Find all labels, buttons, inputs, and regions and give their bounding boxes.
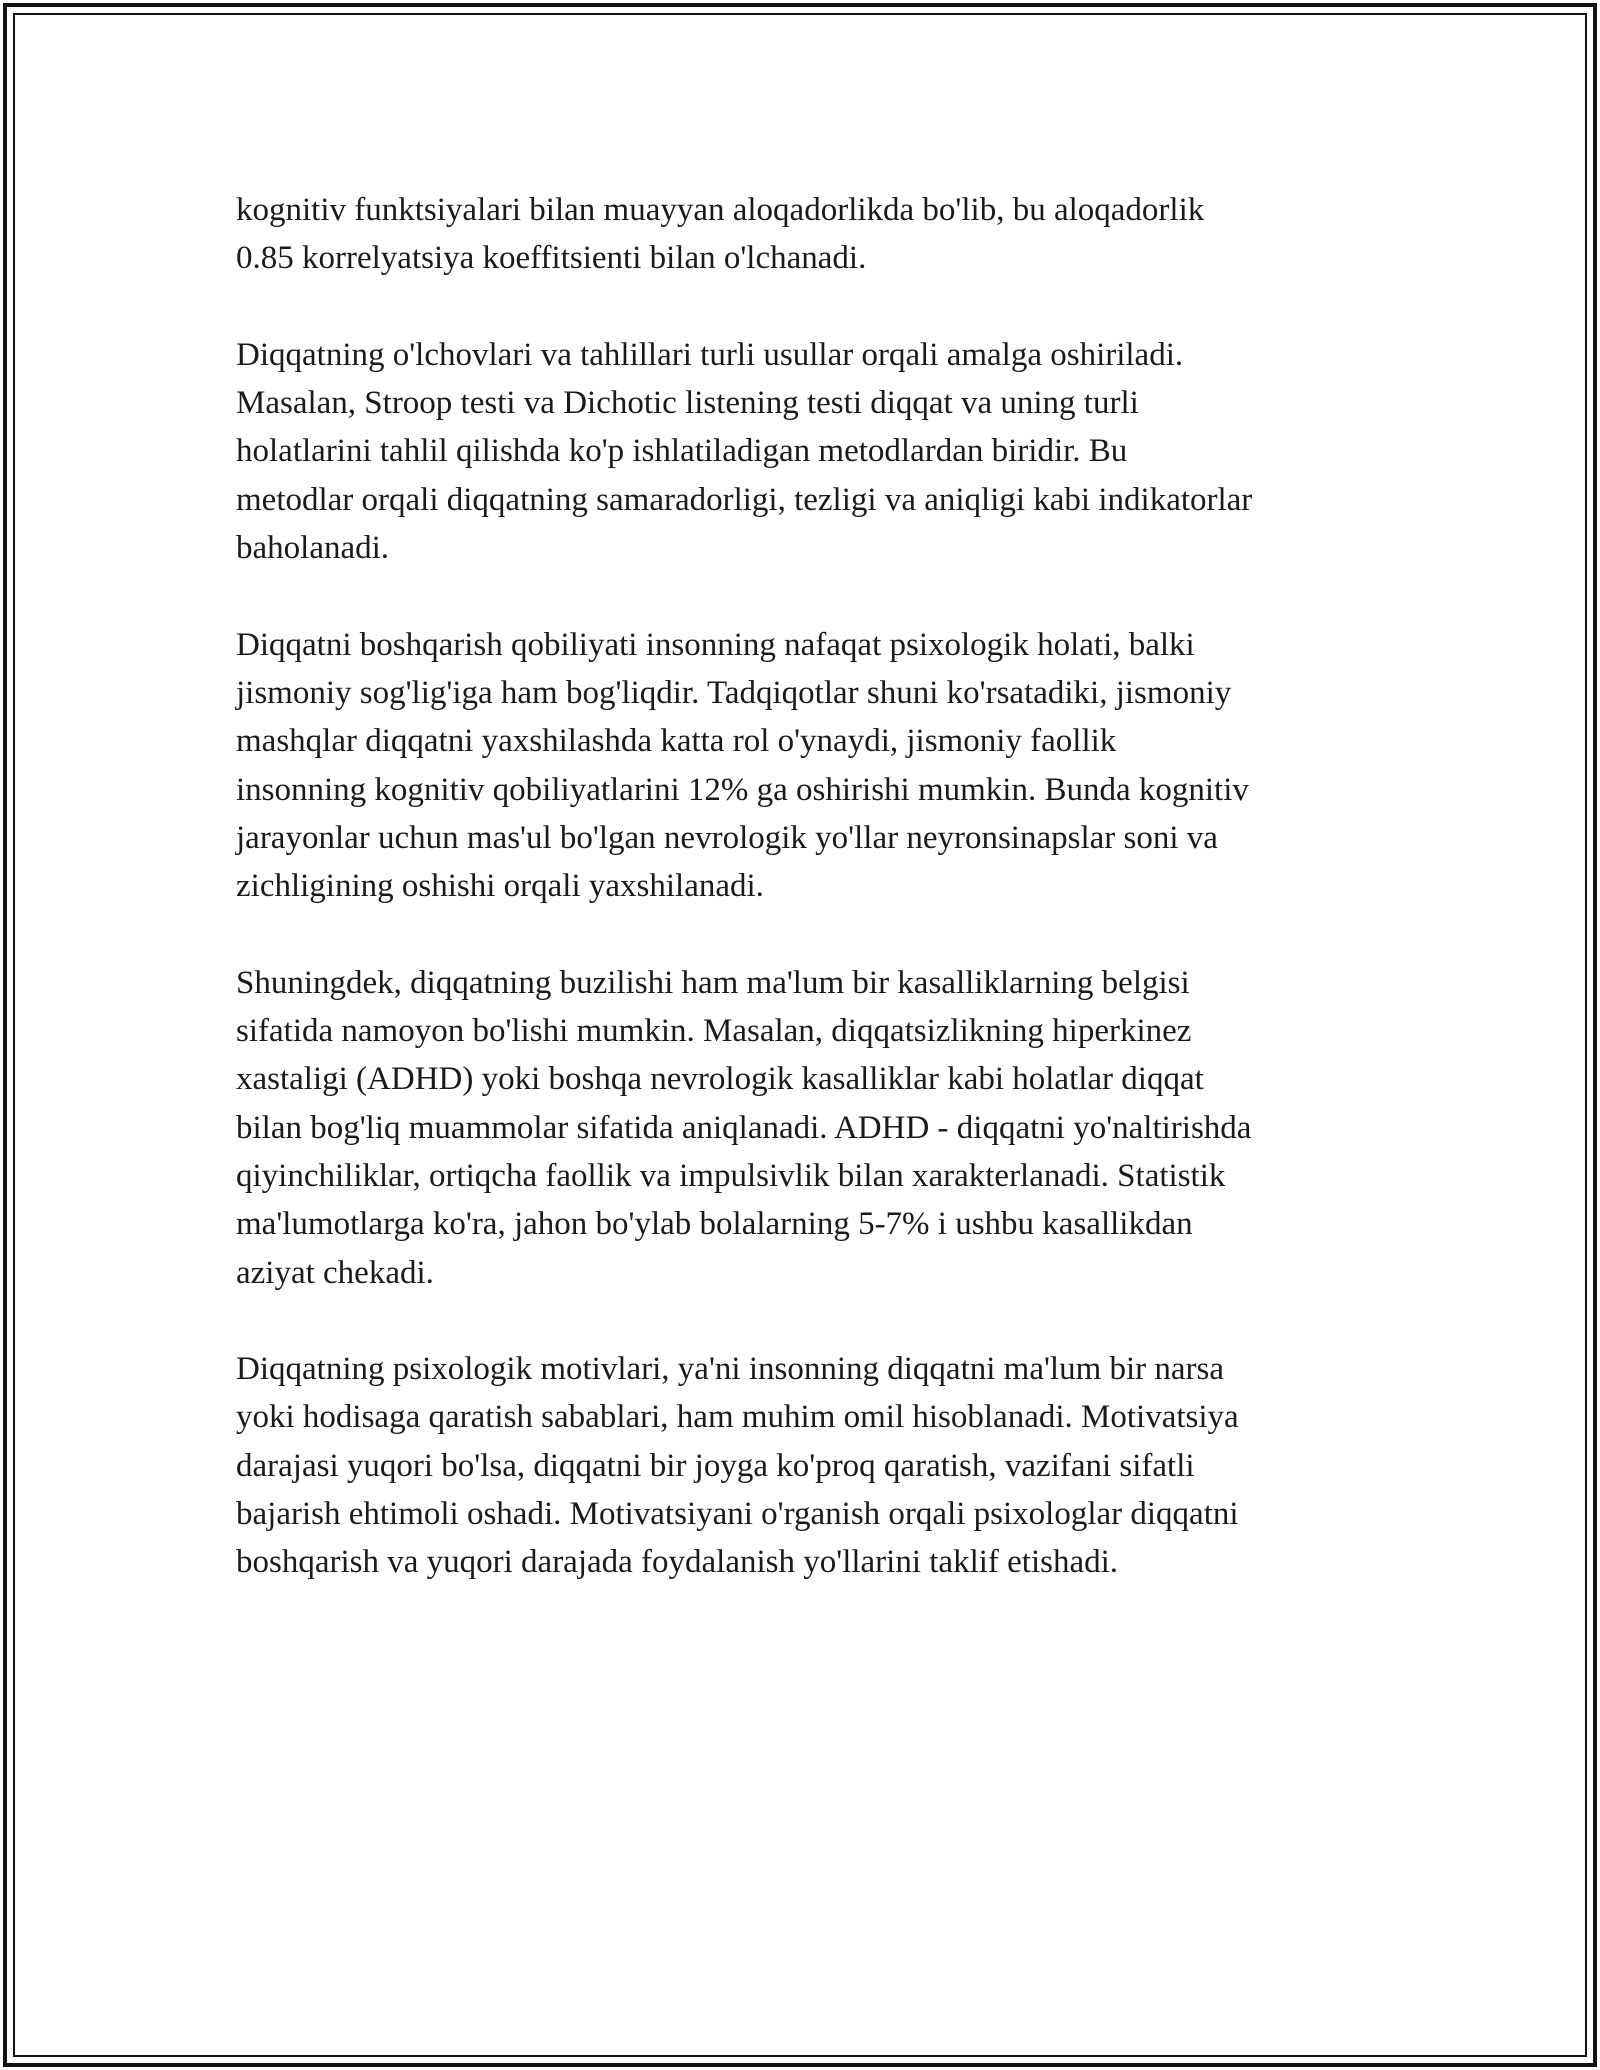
- paragraph-3: Diqqatni boshqarish qobiliyati insonning nafaqat psixologik holati, balki jismoniy sog'lig'iga ham bog'liqdir. Tadqiqotlar shuni ko'rsatadiki, jismoniy mashqlar diqqatni yaxshilashda katta rol o'ynaydi, jismoniy faollik insonning kognitiv qobiliyatlarini 12% ga oshirishi mumkin. Bunda kognitiv jarayonlar uchun mas'ul bo'lgan nevrologik yo'llar neyronsinapslar soni va zichligining oshishi orqali yaxshilanadi.: [236, 626, 1249, 905]
- paragraph-5: Diqqatning psixologik motivlari, ya'ni insonning diqqatni ma'lum bir narsa yoki hodisaga qaratish sabablari, ham muhim omil hisoblanadi. Motivatsiya darajasi yuqori bo'lsa, diqqatni bir joyga ko'proq qaratish, vazifani sifatli bajarish ehtimoli oshadi. Motivatsiyani o'rganish orqali psixologlar diqqatni boshqarish va yuqori darajada foydalanish yo'llarini taklif etishadi.: [236, 1351, 1239, 1581]
- paragraph-1: kognitiv funktsiyalari bilan muayyan aloqadorlikda bo'lib, bu aloqadorlik 0.85 korrelyatsiya koeffitsienti bilan o'lchanadi.: [236, 192, 1205, 277]
- paragraph-4: Shuningdek, diqqatning buzilishi ham ma'lum bir kasalliklarning belgisi sifatida namoyon bo'lishi mumkin. Masalan, diqqatsizlikning hiperkinez xastaligi (ADHD) yoki boshqa nevrologik kasalliklar kabi holatlar diqqat bilan bog'liq muammolar sifatida aniqlanadi. ADHD - diqqatni yo'naltirishda qiyinchiliklar, ortiqcha faollik va impulsivlik bilan xarakterlanadi. Statistik ma'lumotlarga ko'ra, jahon bo'ylab bolalarning 5-7% i ushbu kasallikdan aziyat chekadi.: [236, 964, 1252, 1291]
- document-body: [236, 186, 1376, 1635]
- paragraph-2: Diqqatning o'lchovlari va tahlillari turli usullar orqali amalga oshiriladi. Masalan, Stroop testi va Dichotic listening testi diqqat va uning turli holatlarini tahlil qilishda ko'p ishlatiladigan metodlardan biridir. Bu metodlar orqali diqqatning samaradorligi, tezligi va aniqligi kabi indikatorlar baholanadi.: [236, 336, 1253, 567]
